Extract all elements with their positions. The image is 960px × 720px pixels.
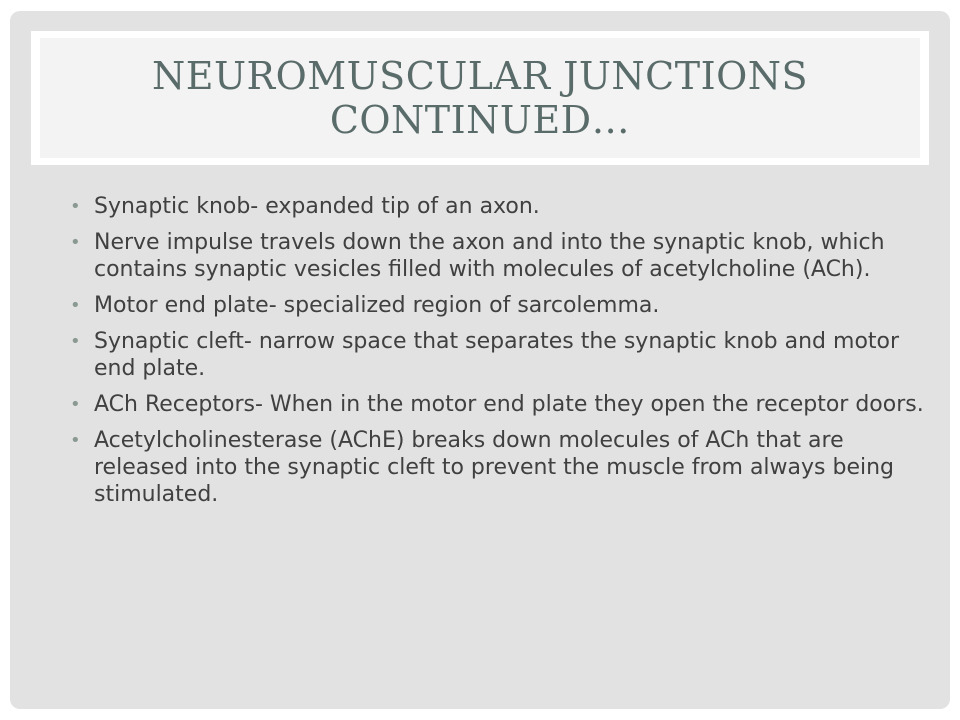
title-panel: [40, 38, 920, 158]
bullet-text: Nerve impulse travels down the axon and into the synaptic knob, which contains synaptic vesicles filled with molecules of acetylcholine (ACh).: [94, 230, 885, 282]
bullet-item: [68, 427, 928, 508]
slide-title: NEUROMUSCULAR JUNCTIONS CONTINUED…: [151, 54, 809, 142]
bullet-dot-icon: •: [70, 232, 81, 253]
bullet-item: [68, 229, 928, 283]
bullet-dot-icon: •: [70, 394, 81, 415]
bullet-text: ACh Receptors- When in the motor end plate they open the receptor doors.: [94, 392, 924, 417]
slide: [10, 11, 950, 709]
title-band: [31, 31, 929, 165]
bullet-list: [68, 193, 928, 517]
bullet-dot-icon: •: [70, 331, 81, 352]
bullet-dot-icon: •: [70, 196, 81, 217]
bullet-dot-icon: •: [70, 430, 81, 451]
bullet-text: Acetylcholinesterase (AChE) breaks down molecules of ACh that are released into the synaptic cleft to prevent the muscle from always being stimulated.: [94, 428, 895, 507]
bullet-text: Motor end plate- specialized region of sarcolemma.: [94, 293, 660, 318]
bullet-dot-icon: •: [70, 295, 81, 316]
bullet-text: Synaptic knob- expanded tip of an axon.: [94, 194, 540, 219]
bullet-text: Synaptic cleft- narrow space that separates the synaptic knob and motor end plate.: [94, 329, 900, 381]
bullet-item: [68, 193, 928, 220]
bullet-item: [68, 391, 928, 418]
bullet-item: [68, 292, 928, 319]
bullet-item: [68, 328, 928, 382]
